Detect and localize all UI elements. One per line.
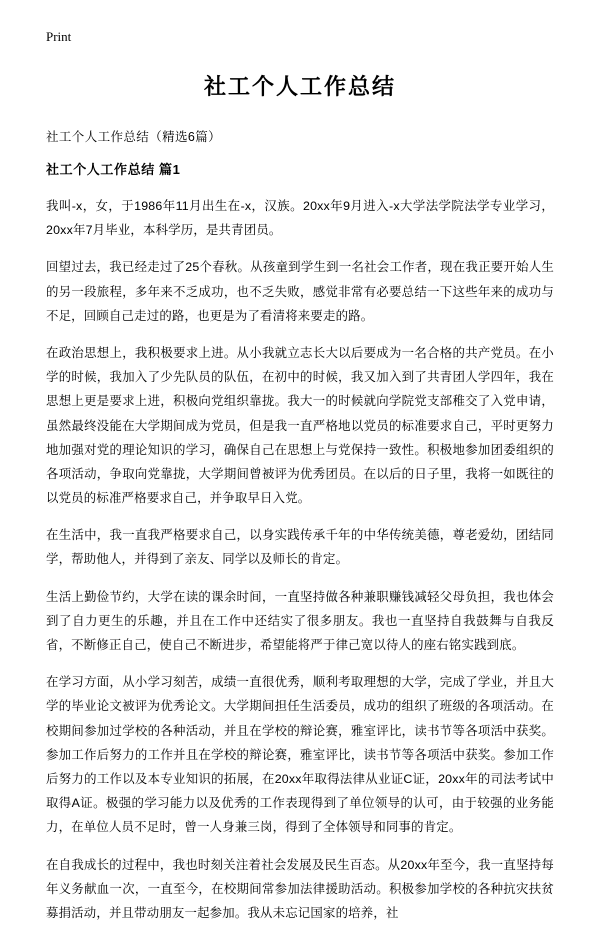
- paragraph: 在政治思想上，我积极要求上进。从小我就立志长大以后要成为一名合格的共产党员。在小学的时候，我加入了少先队员的队伍，在初中的时候，我又加入到了共青团人学四年，我在思想上更是要求上进，积极向党组织靠拢。我大一的时候就向学院党支部稚交了入党申请，虽然最终没能在大学期间成为党员，但是我一直严格地以党员的标准要求自己，平时更努力地加强对党的理论知识的学习，确保自己在思想上与党保持一致性。积极地参加团委组织的各项活动，争取向党靠拢，大学期间曾被评为优秀团员。在以后的日子里，我将一如既往的以党员的标准严格要求自己，并争取早日入党。: [46, 341, 554, 510]
- page-title: 社工个人工作总结: [46, 70, 554, 101]
- paragraph: 生活上勤俭节约，大学在读的课余时间，一直坚持做各种兼职赚钱减轻父母负担，我也体会到了自力更生的乐趣，并且在工作中还结实了很多朋友。我也一直坚持自我鼓舞与自我反省，不断修正自己，使自己不断进步，希望能将严于律己宽以待人的座右铭实践到底。: [46, 585, 554, 658]
- paragraph: 在自我成长的过程中，我也时刻关注着社会发展及民生百态。从20xx年至今，我一直坚持每年义务献血一次，一直至今，在校期间常参加法律援助活动。积极参加学校的各种抗灾扶贫募捐活动，并且带动朋友一起参加。我从未忘记国家的培养，社: [46, 853, 554, 925]
- paragraph: 回望过去，我已经走过了25个春秋。从孩童到学生到一名社会工作者，现在我正要开始人生的另一段旅程，多年来不乏成功，也不乏失败，感觉非常有必要总结一下这些年来的成功与不足，回顾自己走过的路，也更是为了看清将来要走的路。: [46, 255, 554, 328]
- section-heading: 社工个人工作总结 篇1: [46, 159, 554, 178]
- document-subtitle: 社工个人工作总结（精选6篇）: [46, 127, 554, 145]
- paragraph: 在学习方面，从小学习刻苦，成绩一直很优秀，顺利考取理想的大学，完成了学业，并且大学的毕业论文被评为优秀论文。大学期间担任生活委员，成功的组织了班级的各项活动。在校期间参加过学校的各种活动，并且在学校的辩论赛，雅室评比，读书节等各项活中获奖。参加工作后努力的工作并且在学校的辩论赛，雅室评比，读书节等各项活中获奖。参加工作后努力的工作以及本专业知识的拓展，在20xx年取得法律从业证C证，20xx年的司法考试中取得A证。极强的学习能力以及优秀的工作表现得到了单位领导的认可，由于较强的业务能力，在单位人员不足时，曾一人身兼三岗，得到了全体领导和同事的肯定。: [46, 670, 554, 839]
- paragraph: 在生活中，我一直我严格要求自己，以身实践传承千年的中华传统美德，尊老爱幼，团结同学，帮助他人，并得到了亲友、同学以及师长的肯定。: [46, 523, 554, 571]
- paragraph: 我叫-x，女，于1986年11月出生在-x，汉族。20xx年9月进入-x大学法学院法学专业学习，20xx年7月毕业，本科学历，是共青团员。: [46, 194, 554, 242]
- print-button[interactable]: Print: [46, 29, 71, 45]
